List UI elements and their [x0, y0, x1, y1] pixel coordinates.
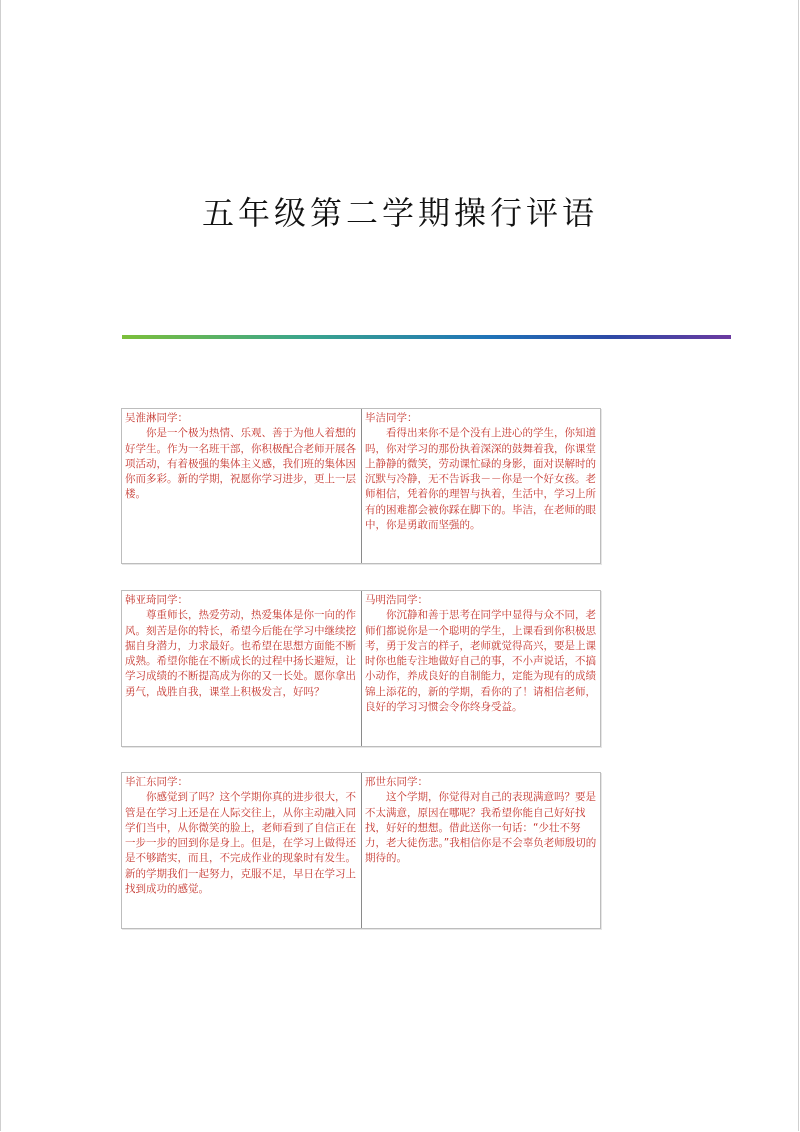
comment-table-1: [121, 408, 601, 564]
comment-text: 你沉静和善于思考在同学中显得与众不同，老师们都说你是一个聪明的学生，上课看到你积极思考，勇于发言的样子，老师就觉得高兴，要是上课时你也能专注地做好自己的事，不小声说话，不搞小动作，养成良好的自制能力，定能为现有的成绩锦上添花的，新的学期，看你的了！请相信老师，良好的学习习惯会令你终身受益。: [365, 609, 596, 714]
gradient-divider: [122, 335, 731, 339]
student-name: 邢世东同学：: [365, 776, 428, 788]
student-name: 毕洁同学：: [365, 412, 418, 424]
comment-cell: [122, 591, 361, 746]
student-name: 吴淮淋同学：: [125, 412, 188, 424]
comment-table-2: [121, 590, 601, 747]
page-title: 五年级第二学期操行评语: [201, 194, 598, 232]
comment-cell: [122, 773, 361, 928]
comment-text: 这个学期，你觉得对自己的表现满意吗？要是不太满意，原因在哪呢？我希望你能自己好好找找，好好的想想。借此送你一句话：“少壮不努力，老大徒伤悲。”我相信你是不会辜负老师殷切的期待的。: [365, 791, 597, 865]
comment-text: 你是一个极为热情、乐观、善于为他人着想的好学生。作为一名班干部，你积极配合老师开展各项活动，有着极强的集体主义感，我们班的集体因你而多彩。新的学期，祝愿你学习进步，更上一层楼。: [125, 427, 356, 501]
comment-text: 看得出来你不是个没有上进心的学生，你知道吗，你对学习的那份执着深深的鼓舞着我，你课堂上静静的微笑，劳动课忙碌的身影，面对误解时的沉默与冷静，无不告诉我－－你是一个好女孩。老师相信，凭着你的理智与执着，生活中，学习上所有的困难都会被你踩在脚下的。毕洁，在老师的眼中，你是勇敢而坚强的。: [365, 427, 596, 532]
student-name: 韩亚琦同学：: [125, 594, 188, 606]
comment-text: 你感觉到了吗？这个学期你真的进步很大，不管是在学习上还是在人际交往上，从你主动融入同学们当中，从你微笑的脸上，老师看到了自信正在一步一步的回到你是身上。但是，在学习上做得还是不够踏实，而且，不完成作业的现象时有发生。新的学期我们一起努力，克服不足，早日在学习上找到成功的感觉。: [125, 791, 356, 896]
comment-cell: [361, 409, 600, 563]
comment-cell: [361, 773, 600, 928]
comment-cell: [122, 409, 361, 563]
student-name: 马明浩同学：: [365, 594, 428, 606]
student-name: 毕汇东同学：: [125, 776, 188, 788]
comment-text: 尊重师长，热爱劳动，热爱集体是你一向的作风。刻苦是你的特长，希望今后能在学习中继续挖掘自身潜力，力求最好。也希望在思想方面能不断成熟。希望你能在不断成长的过程中扬长避短，让学习成绩的不断提高成为你的又一长处。愿你拿出勇气，战胜自我，课堂上积极发言，好吗？: [125, 609, 356, 698]
comment-table-3: [121, 772, 601, 929]
comment-cell: [361, 591, 600, 746]
